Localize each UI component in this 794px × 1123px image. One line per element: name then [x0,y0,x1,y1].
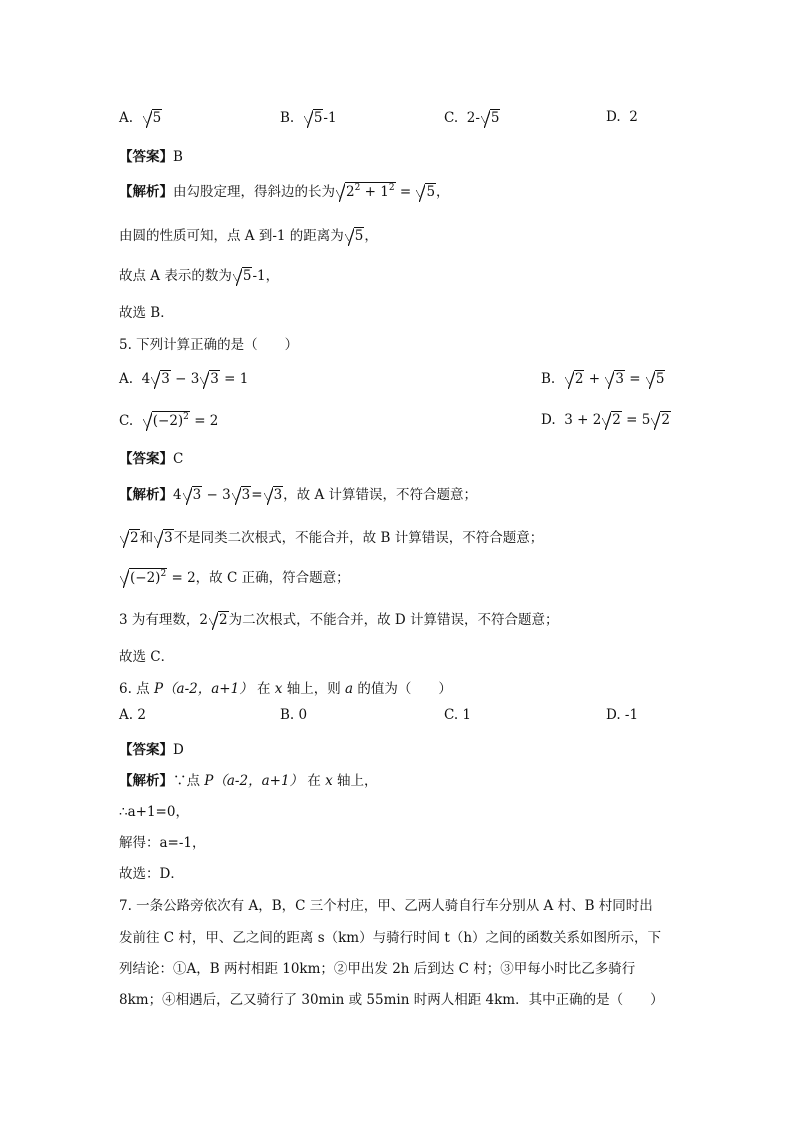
analysis-text: ∵点 [173,773,200,789]
answer-value: D [173,742,184,758]
sqrt-symbol: 2 [651,411,671,429]
stem-text: 在 [257,681,271,697]
sqrt-symbol: 3 [264,486,284,504]
analysis-tag: 【解析】 [119,184,173,200]
q6-option-c: C. 1 [444,707,472,723]
option-label: D. [541,412,556,428]
analysis-tag: 【解析】 [119,773,173,789]
q4-analysis-line-1: 【解析】由勾股定理，得斜边的长为 $2^2 + 1^2 = 5$， [119,183,450,200]
analysis-text: 不是同类二次根式，不能合并，故 B 计算错误，不符合题意； [173,530,544,546]
q6-analysis-line-1 [119,769,378,789]
sqrt-symbol: 3 [232,486,252,504]
analysis-text: 由勾股定理，得斜边的长为 [173,184,335,200]
sqrt-symbol: 2 [209,611,229,629]
sqrt-symbol: 2 [565,370,585,388]
sqrt-symbol: $2^2 + 1^2$ [336,182,396,201]
analysis-text: 由圆的性质可知，点 A 到-1 的距离为 [119,228,344,244]
q4-option-b [280,109,337,127]
q5-option-d: D. 3 + 2 2 = 5 2 [541,412,670,428]
option-label: B. [541,371,556,387]
analysis-text: ， [364,228,378,244]
q5-analysis-line-4: 3 为有理数，2 2为二次根式，不能合并，故 D 计算错误，不符合题意； [119,612,559,628]
sqrt-symbol: 3 [605,370,625,388]
sqrt-symbol: $(-2)^2$ [143,411,190,430]
q4-analysis-line-2 [119,224,378,245]
q5-answer [119,447,183,467]
q5-analysis-line-1: 【解析】4 3 − 3 3= 3，故 A 计算错误，不符合题意； [119,487,478,503]
analysis-text: 在 [307,773,321,789]
q7-line-1: 7. 一条公路旁依次有 A，B，C 三个村庄，甲、乙两人骑自行车分别从 A 村、B 村同时出 [119,898,653,914]
option-label: C. [444,110,459,126]
sqrt-symbol: 3 [200,370,220,388]
sqrt-symbol: 3 [183,486,203,504]
analysis-text: ，故 A 计算错误，不符合题意； [283,487,478,503]
analysis-text: -1， [252,268,280,284]
answer-tag: 【答案】 [119,149,173,165]
q6-analysis-line-2: ∴a+1=0， [119,804,189,820]
option-label: A. [119,110,134,126]
stem-text: 轴上，则 [286,681,341,697]
answer-value: B [173,149,183,165]
option-text: 2 [629,109,638,125]
point-label: P（a-2，a+1） [204,773,304,789]
sqrt-symbol: 5 [304,109,324,127]
q6-analysis-line-4: 故选：D． [119,866,184,882]
option-label: B. [280,110,295,126]
analysis-text: 为二次根式，不能合并，故 D 计算错误，不符合题意； [228,612,559,628]
q5-analysis-line-5: 故选 C． [119,649,175,665]
q6-answer [119,738,184,758]
sqrt-symbol: $(-2)^2$ [120,568,167,587]
q4-option-c [444,109,500,127]
sqrt-symbol: 5 [143,109,163,127]
q5-analysis-line-2 [119,526,543,547]
sqrt-symbol: 5 [345,227,365,245]
q5-analysis-line-3: $(-2)^2 = 2$，故 C 正确，符合题意； [119,566,350,587]
sqrt-symbol: 5 [233,267,253,285]
q5-stem: 5. 下列计算正确的是（ ） [119,337,299,353]
q7-line-2: 发前往 C 村，甲、乙之间的距离 s（km）与骑行时间 t（h）之间的函数关系如图所示，下 [119,930,662,946]
axis-var: x [325,773,333,789]
option-label: C. [119,413,134,429]
var: a [345,681,354,697]
analysis-text: 3 为有理数， [119,612,200,628]
q6-option-d: D. -1 [606,707,639,723]
analysis-tag: 【解析】 [119,487,173,503]
q5-option-b: B. 2 + 3 = 5 [541,371,665,387]
q4-answer [119,145,183,165]
q4-option-a [119,109,162,127]
q6-stem [119,677,452,697]
q4-option-d [606,109,638,125]
analysis-text: ， [436,184,450,200]
analysis-text: 和 [139,530,154,546]
option-label: A. [119,371,134,387]
stem-text: 的值为（ ） [357,681,452,697]
q7-line-4: 8km；④相遇后，乙又骑行了 30min 或 55min 时两人相距 4km．其中正确的是（ ） [119,992,664,1008]
stem-text: 6. 点 [119,681,150,697]
q5-option-c: C. $(-2)^2 = 2$ [119,412,219,429]
sqrt-symbol: 2 [120,529,140,547]
q4-analysis-line-3 [119,264,279,285]
q7-line-3: 列结论：①A，B 两村相距 10km；②甲出发 2h 后到达 C 村；③甲每小时比乙多骑行 [119,961,636,977]
sqrt-symbol: 3 [154,529,174,547]
option-text: -1 [323,110,337,126]
sqrt-symbol: 5 [646,370,666,388]
q4-analysis-line-4: 故选 B． [119,305,174,321]
sqrt-symbol: 5 [416,183,436,201]
option-label: D. [606,109,621,125]
q6-analysis-line-3: 解得：a=-1， [119,835,206,851]
q5-option-a: A. 4 3 − 3 3 = 1 [119,371,249,387]
answer-value: C [173,451,184,467]
axis-var: x [274,681,283,697]
point-label: P（a-2，a+1） [153,681,253,697]
q6-option-a: A. 2 [119,707,146,723]
q6-option-b: B. 0 [280,707,308,723]
analysis-text: 故点 A 表示的数为 [119,268,232,284]
option-text: 2- [466,110,480,126]
analysis-text: ，故 C 正确，符合题意； [195,570,350,586]
sqrt-symbol: 3 [151,370,171,388]
answer-tag: 【答案】 [119,451,173,467]
answer-tag: 【答案】 [119,742,173,758]
sqrt-symbol: 5 [481,109,501,127]
analysis-text: 轴上， [337,773,378,789]
sqrt-symbol: 2 [602,411,622,429]
